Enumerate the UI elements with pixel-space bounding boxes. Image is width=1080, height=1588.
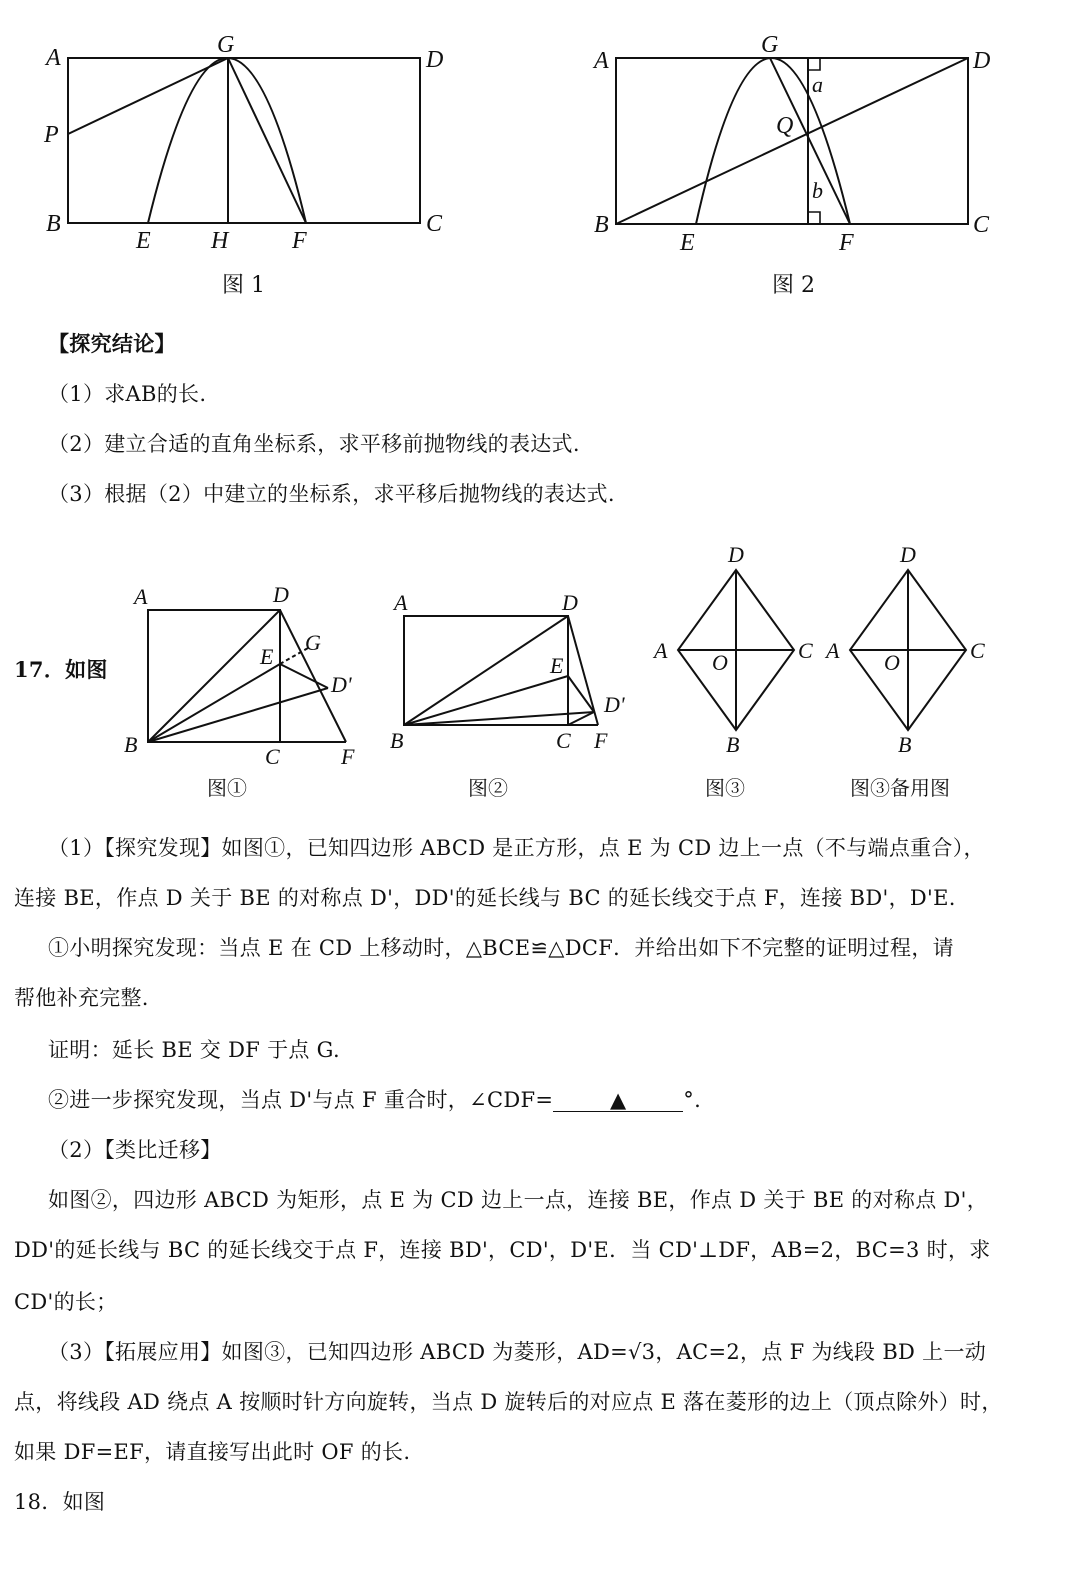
p17-line-3: ①小明探究发现：当点 E 在 CD 上移动时，△BCE≌△DCF．并给出如下不完整的证明过程，请 — [48, 936, 954, 960]
p17-line-11: （3）【拓展应用】如图③，已知四边形 ABCD 为菱形，AD=√3，AC=2，点 F 为线段 BD 上一动 — [48, 1340, 987, 1364]
segment-be — [404, 676, 568, 725]
label-a: A — [134, 584, 148, 609]
p17-line-13: 如果 DF=EF，请直接写出此时 OF 的长. — [14, 1440, 411, 1464]
label-b: B — [46, 211, 61, 237]
label-a: A — [394, 590, 408, 615]
label-a: A — [654, 638, 668, 663]
figure-17-1-caption: 图① — [207, 776, 247, 800]
label-b: B — [726, 732, 740, 757]
figure-17-3 — [650, 540, 830, 760]
label-d-prime: D' — [604, 692, 625, 717]
parabola-curve — [696, 58, 850, 224]
label-f: F — [292, 228, 307, 254]
label-h: H — [211, 228, 229, 254]
problem-18-number: 18．如图 — [14, 1490, 106, 1514]
figure-17-3-backup-caption: 图③备用图 — [850, 776, 950, 800]
segment-pg — [68, 58, 228, 134]
segment-gf — [228, 58, 306, 223]
segment-gf — [770, 58, 850, 224]
label-c: C — [970, 638, 985, 663]
label-f: F — [341, 744, 355, 769]
label-e: E — [680, 230, 695, 256]
label-a-length: a — [812, 72, 823, 97]
figure-17-1 — [118, 582, 368, 772]
label-b: B — [594, 212, 609, 238]
p17-line-4: 帮他补充完整. — [14, 986, 149, 1010]
question-2: （2）建立合适的直角坐标系，求平移前抛物线的表达式. — [48, 432, 580, 456]
label-d: D — [900, 542, 916, 567]
segment-bd-prime — [404, 712, 594, 725]
p17-line-2: 连接 BE，作点 D 关于 BE 的对称点 D'，DD'的延长线与 BC 的延长线交于点 F，连接 BD'，D'E. — [14, 886, 956, 910]
segment-df — [568, 616, 598, 725]
segment-bd — [404, 616, 568, 725]
label-g: G — [761, 32, 779, 58]
label-a: A — [46, 45, 61, 71]
figure-17-2 — [384, 588, 644, 758]
right-angle-mark-top — [808, 58, 820, 70]
p17-line-7: （2）【类比迁移】 — [48, 1138, 222, 1162]
p17-line-10: CD'的长； — [14, 1290, 118, 1314]
label-b: B — [124, 732, 138, 757]
label-a: A — [826, 638, 840, 663]
figure-1-caption: 图 1 — [222, 273, 265, 298]
p17-line-9: DD'的延长线与 BC 的延长线交于点 F，连接 BD'，CD'，D'E．当 CD'⊥DF，AB=2，BC=3 时，求 — [14, 1238, 991, 1262]
label-a: A — [594, 48, 609, 74]
label-d: D — [973, 48, 991, 74]
figure-2 — [580, 30, 1030, 260]
figure-17-3-caption: 图③ — [705, 776, 745, 800]
label-d-prime: D' — [331, 672, 352, 697]
segment-ed-prime — [280, 664, 328, 688]
label-c: C — [798, 638, 813, 663]
p17-line-12: 点，将线段 AD 绕点 A 按顺时针方向旋转，当点 D 旋转后的对应点 E 落在菱形的边上（顶点除外）时， — [14, 1390, 1003, 1414]
degree-mark: °. — [683, 1088, 702, 1112]
figure-17-3-backup — [822, 540, 1002, 760]
figure-17-2-caption: 图② — [468, 776, 508, 800]
label-o: O — [712, 650, 728, 675]
p17-line-6: ②进一步探究发现，当点 D'与点 F 重合时，∠CDF= — [48, 1088, 554, 1112]
label-b: B — [390, 728, 404, 753]
label-o: O — [884, 650, 900, 675]
right-angle-mark-bottom — [808, 212, 820, 224]
label-d: D — [728, 542, 744, 567]
label-c: C — [556, 728, 571, 753]
p17-line-8: 如图②，四边形 ABCD 为矩形，点 E 为 CD 边上一点，连接 BE，作点 D 关于 BE 的对称点 D'， — [48, 1188, 988, 1212]
label-b-length: b — [812, 178, 823, 203]
label-e: E — [550, 653, 564, 678]
label-e: E — [260, 644, 274, 669]
figure-2-caption: 图 2 — [772, 273, 815, 298]
label-c: C — [265, 744, 280, 769]
problem-17-number: 17．如图 — [14, 657, 108, 682]
label-q: Q — [776, 113, 794, 139]
blank-triangle-mark: ▲ — [610, 1088, 627, 1112]
label-d: D — [426, 47, 444, 73]
section-heading: 【探究结论】 — [48, 331, 176, 356]
label-f: F — [594, 728, 608, 753]
p17-line-1: （1）【探究发现】如图①，已知四边形 ABCD 是正方形，点 E 为 CD 边上一点（不与端点重合）， — [48, 836, 985, 860]
label-e: E — [136, 228, 151, 254]
label-d: D — [273, 582, 289, 607]
label-p: P — [44, 122, 59, 148]
label-f: F — [839, 230, 854, 256]
question-3: （3）根据（2）中建立的坐标系，求平移后抛物线的表达式. — [48, 482, 615, 506]
p17-line-5: 证明：延长 BE 交 DF 于点 G. — [48, 1038, 340, 1062]
p17-line-6-container — [48, 1084, 1080, 1116]
figure-1 — [30, 30, 470, 260]
label-g: G — [217, 32, 235, 58]
label-b: B — [898, 732, 912, 757]
label-c: C — [426, 211, 443, 237]
diagonal-bd — [616, 58, 968, 224]
label-c: C — [973, 212, 990, 238]
answer-blank[interactable] — [553, 1089, 683, 1112]
rectangle-abcd — [68, 58, 420, 223]
question-1: （1）求AB的长. — [48, 382, 207, 406]
label-d: D — [562, 590, 578, 615]
label-g: G — [305, 630, 321, 655]
